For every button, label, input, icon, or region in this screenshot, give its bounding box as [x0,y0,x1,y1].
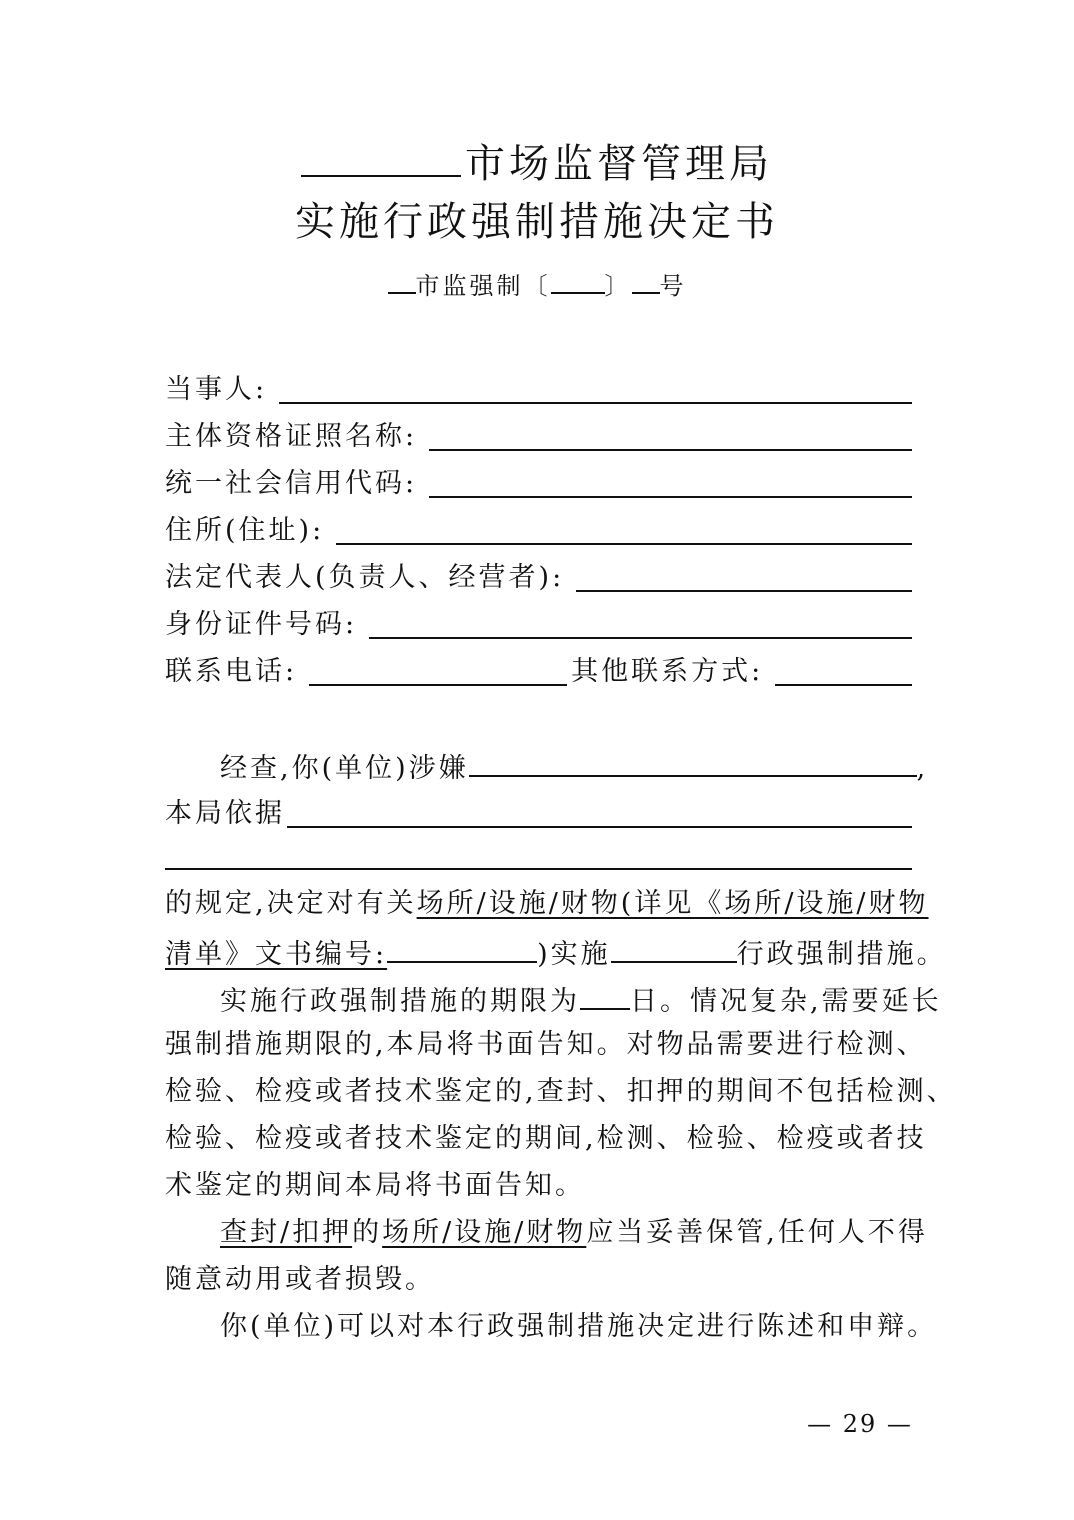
party-input-line[interactable] [279,372,912,404]
body-paragraph-7: 检验、检疫或者技术鉴定的,查封、扣押的期间不包括检测、 [165,1076,957,1107]
body-paragraph-12: 你(单位)可以对本行政强制措施决定进行陈述和申辩。 [220,1311,938,1342]
other-contact-label: 其他联系方式: [571,656,764,687]
legal-basis-continuation-line[interactable] [165,868,912,870]
legal-rep-input-line[interactable] [576,560,912,592]
docno-part2: 〕 [604,272,632,300]
body-paragraph-3 [165,886,929,922]
legal-basis-blank[interactable] [287,796,912,828]
docno-part1: 市监强制〔 [415,272,551,300]
body-text: 经查,你(单位)涉嫌 [220,753,469,784]
underlined-text: 场所/设施/财物(详见《场所/设施/财物 [416,888,929,919]
docno-prefix-blank[interactable] [388,266,416,294]
field-label: 统一社会信用代码: [165,468,418,499]
underlined-text: 场所/设施/财物 [382,1217,587,1248]
phone-input-line[interactable] [309,654,567,686]
body-text: 应当妥善保管,任何人不得 [586,1217,928,1248]
body-paragraph-4 [165,933,947,973]
underlined-text: 清单》文书编号: [165,939,388,970]
body-text: 的 [352,1217,383,1248]
body-paragraph-8: 检验、检疫或者技术鉴定的期间,检测、检验、检疫或者技 [165,1123,927,1154]
field-label: 住所(住址): [165,515,325,546]
body-paragraph-6: 强制措施期限的,本局将书面告知。对物品需要进行检测、 [165,1029,927,1060]
document-number-blank[interactable] [387,933,537,963]
title-suffix: 市场监督管理局 [465,141,773,187]
body-text: )实施 [537,939,611,970]
docno-serial-blank[interactable] [632,266,660,294]
docno-part3: 号 [659,272,687,300]
body-text: 日。情况复杂,需要延长 [630,986,942,1017]
underlined-text: 查封/扣押 [220,1217,353,1248]
suspected-violation-blank[interactable] [469,747,917,777]
body-text: 行政强制措施。 [736,939,947,970]
body-paragraph-10 [165,1215,928,1251]
field-contact [165,650,912,690]
address-input-line[interactable] [336,513,912,545]
docno-year-blank[interactable] [551,266,605,294]
body-paragraph-5 [165,980,942,1020]
field-id-number [165,603,912,643]
field-label: 身份证件号码: [165,609,358,640]
field-label: 法定代表人(负责人、经营者): [165,562,565,593]
document-title-line1 [0,139,1074,188]
body-text: 本局依据 [165,798,285,829]
page-number: — 29 — [807,1410,913,1438]
id-number-input-line[interactable] [369,607,912,639]
body-text: , [916,753,929,784]
body-paragraph-11: 随意动用或者损毁。 [165,1264,435,1295]
field-legal-rep [165,556,912,596]
body-paragraph-1 [165,747,929,787]
period-days-blank[interactable] [580,980,630,1010]
field-address [165,509,912,549]
field-label: 主体资格证照名称: [165,421,418,452]
other-contact-input-line[interactable] [775,654,912,686]
phone-label: 联系电话: [165,656,298,687]
measure-type-blank[interactable] [611,933,737,963]
body-text: 的规定,决定对有关 [165,888,417,919]
agency-name-blank[interactable] [301,139,461,177]
credit-code-input-line[interactable] [429,466,912,498]
body-paragraph-2 [165,792,912,832]
field-license-name [165,415,912,455]
field-credit-code [165,462,912,502]
field-party [165,368,912,408]
body-text: 实施行政强制措施的期限为 [220,986,580,1017]
license-name-input-line[interactable] [429,419,912,451]
field-label: 当事人: [165,374,268,405]
document-title-line2: 实施行政强制措施决定书 [295,199,779,245]
body-paragraph-9: 术鉴定的期间本局将书面告知。 [165,1170,585,1201]
document-number [0,266,1074,303]
